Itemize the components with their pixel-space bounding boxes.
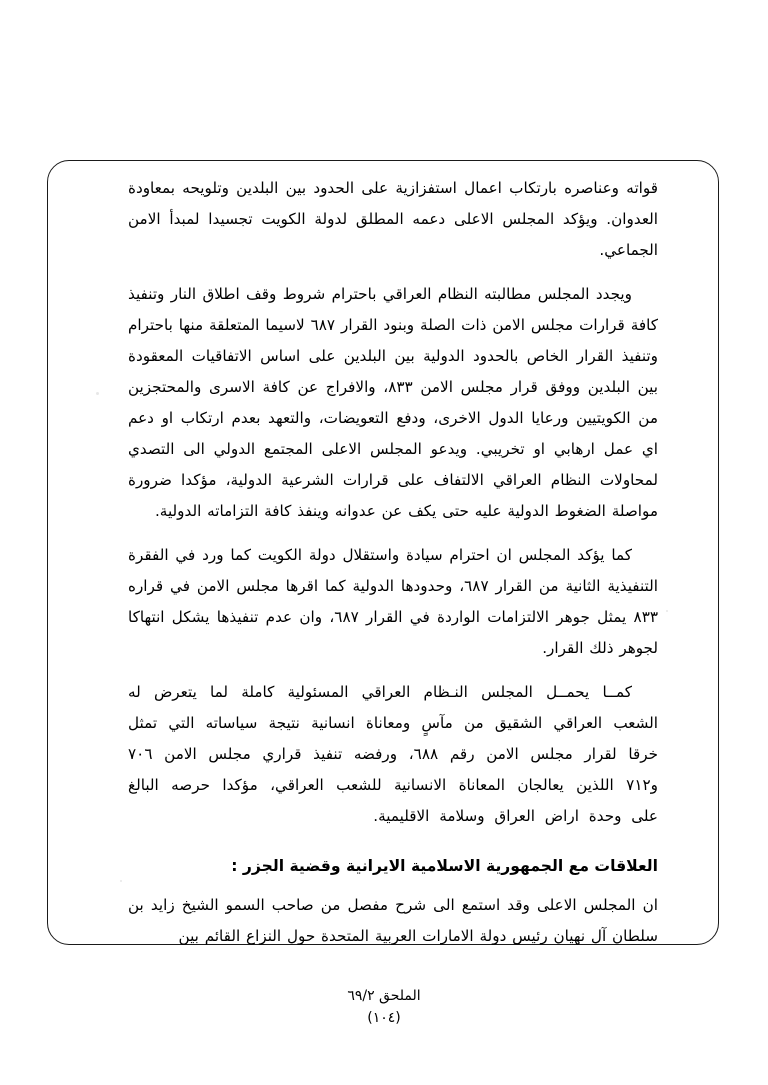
paragraph-1: قواته وعناصره بارتكاب اعمال استفزازية على الحدود بين البلدين وتلويحه بمعاودة العدوان. ويؤكد المجلس الاعلى دعمه المطلق لدولة الكويت تجسيدا لمبدأ الامن الجماعي. xyxy=(128,179,658,259)
paragraph-4: كمــا يحمــل المجلس النـظام العراقي المسئولية كاملة لما يتعرض له الشعب العراقي الشقيق من مآسٍ ومعاناة انسانية نتيجة سياساته التي تمثل خرقا لقرار مجلس الامن رقم ٦٨٨، ورفضه تنفيذ قراري مجلس الامن ٧٠٦ و٧١٢ اللذين يعالجان المعاناة الانسانية للشعب العراقي، مؤكدا حرصه البالغ على وحدة اراض العراق وسلامة الاقليمية. xyxy=(128,683,658,825)
scan-speckle xyxy=(120,880,122,882)
annex-label: الملحق ٦٩/٢ xyxy=(347,988,421,1004)
scan-speckle xyxy=(96,392,99,395)
paragraph-3: كما يؤكد المجلس ان احترام سيادة واستقلال دولة الكويت كما ورد في الفقرة التنفيذية الثانية من القرار ٦٨٧، وحدودها الدولية كما اقرها مجلس الامن في قراره ٨٣٣ يمثل جوهر الالتزامات الواردة في القرار ٦٨٧، وان عدم تنفيذها يشكل انتهاكا لجوهر ذلك القرار. xyxy=(128,546,659,657)
scan-speckle xyxy=(666,610,668,612)
document-body xyxy=(128,173,658,965)
page-number: (١٠٤) xyxy=(367,1010,401,1026)
paragraph-5: ان المجلس الاعلى وقد استمع الى شرح مفصل من صاحب السمو الشيخ زايد بن سلطان آل نهيان رئيس دولة الامارات العربية المتحدة حول النزاع القائم بين xyxy=(128,896,658,945)
paragraph-2: ويجدد المجلس مطالبته النظام العراقي باحترام شروط وقف اطلاق النار وتنفيذ كافة قرارات مجلس الامن ذات الصلة وبنود القرار ٦٨٧ لاسيما المتعلقة منها باحترام وتنفيذ القرار الخاص بالحدود الدولية بين البلدين على اساس الاتفاقيات المعقودة بين البلدين ووفق قرار مجلس الامن ٨٣٣، والافراج عن كافة الاسرى والمحتجزين من الكويتيين ورعايا الدول الاخرى، ودفع التعويضات، والتعهد بعدم ارتكاب او دعم اي عمل ارهابي او تخريبي. ويدعو المجلس الاعلى المجتمع الدولي الى التصدي لمحاولات النظام العراقي الالتفاف على قرارات الشرعية الدولية، مؤكدا ضرورة مواصلة الضغوط الدولية عليه حتى يكف عن عدوانه وينفذ كافة التزاماته الدولية. xyxy=(128,285,658,520)
section-subheading: العلاقات مع الجمهورية الاسلامية الايرانية وقضية الجزر : xyxy=(231,857,658,875)
page-border-frame xyxy=(47,160,719,945)
page-footer xyxy=(0,985,768,1029)
